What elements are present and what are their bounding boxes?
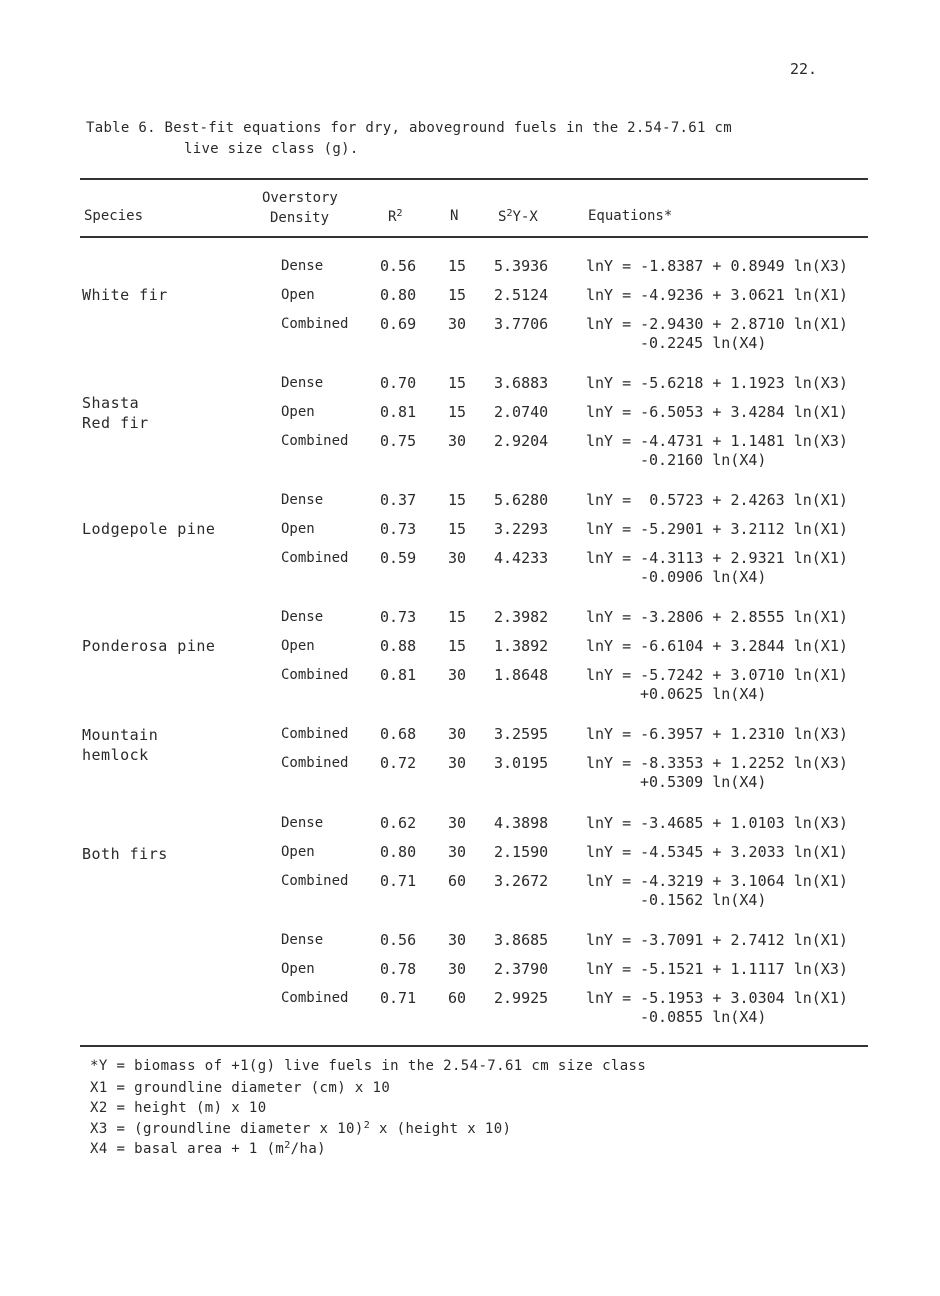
- equation-cell: lnY = -5.1953 + 3.0304 ln(X1): [586, 989, 848, 1007]
- s2yx-cell: 2.3790: [494, 960, 549, 978]
- equation-cell: lnY = -3.2806 + 2.8555 ln(X1): [586, 608, 848, 626]
- density-cell: Open: [281, 844, 315, 860]
- s2yx-cell: 3.7706: [494, 315, 549, 333]
- species-label: Shasta: [82, 394, 140, 412]
- r2-cell: 0.69: [380, 315, 417, 333]
- n-cell: 15: [448, 608, 467, 626]
- equation-cell: lnY = -4.9236 + 3.0621 ln(X1): [586, 286, 848, 304]
- species-label: hemlock: [82, 746, 149, 764]
- n-cell: 30: [448, 931, 467, 949]
- s2yx-cell: 4.4233: [494, 549, 549, 567]
- density-cell: Combined: [281, 755, 349, 771]
- s2yx-cell: 1.3892: [494, 637, 549, 655]
- density-cell: Combined: [281, 667, 349, 683]
- footnote-x4: X4 = basal area + 1 $(m^2/ha)$: [90, 1140, 326, 1157]
- equation-cell: lnY = -4.3113 + 2.9321 ln(X1): [586, 549, 848, 567]
- equation-cell: lnY = -4.5345 + 3.2033 ln(X1): [586, 843, 848, 861]
- n-cell: 60: [448, 989, 467, 1007]
- equation-cell: lnY = -4.4731 + 1.1481 ln(X3): [586, 432, 848, 450]
- r2-cell: 0.71: [380, 872, 417, 890]
- s2yx-cell: 5.3936: [494, 257, 549, 275]
- s2yx-cell: 2.5124: [494, 286, 549, 304]
- density-cell: Combined: [281, 990, 349, 1006]
- density-cell: Open: [281, 521, 315, 537]
- species-label: Ponderosa pine: [82, 637, 216, 655]
- n-cell: 15: [448, 491, 467, 509]
- equation-cell: lnY = -3.4685 + 1.0103 ln(X3): [586, 814, 848, 832]
- s2yx-cell: 3.2672: [494, 872, 549, 890]
- density-cell: Combined: [281, 433, 349, 449]
- n-cell: 30: [448, 666, 467, 684]
- equation-cell: lnY = -8.3353 + 1.2252 ln(X3): [586, 754, 848, 772]
- equation-cell: lnY = -5.1521 + 1.1117 ln(X3): [586, 960, 848, 978]
- equation-continuation: -0.0855 ln(X4): [640, 1008, 767, 1026]
- r2-cell: 0.37: [380, 491, 417, 509]
- footnote-y: *Y = biomass of +1(g) live fuels in the 2.54-7.61 cm size class: [90, 1058, 647, 1074]
- s2yx-cell: 3.2595: [494, 725, 549, 743]
- equation-cell: lnY = -5.6218 + 1.1923 ln(X3): [586, 374, 848, 392]
- density-cell: Open: [281, 287, 315, 303]
- r2-cell: 0.70: [380, 374, 417, 392]
- density-cell: Combined: [281, 316, 349, 332]
- header-s2yx: $S^2Y-X$: [498, 208, 538, 225]
- equation-cell: lnY = -3.7091 + 2.7412 ln(X1): [586, 931, 848, 949]
- equation-continuation: -0.1562 ln(X4): [640, 891, 767, 909]
- header-rule: [80, 236, 868, 238]
- equation-continuation: -0.2245 ln(X4): [640, 334, 767, 352]
- header-n: N: [450, 208, 459, 224]
- s2yx-cell: 4.3898: [494, 814, 549, 832]
- n-cell: 30: [448, 432, 467, 450]
- n-cell: 15: [448, 403, 467, 421]
- density-cell: Combined: [281, 550, 349, 566]
- r2-cell: 0.59: [380, 549, 417, 567]
- footnote-x2: X2 = height (m) x 10: [90, 1100, 267, 1116]
- header-equations: Equations*: [588, 208, 673, 224]
- bottom-rule: [80, 1045, 868, 1047]
- r2-cell: 0.75: [380, 432, 417, 450]
- r2-cell: 0.56: [380, 931, 417, 949]
- n-cell: 30: [448, 725, 467, 743]
- n-cell: 30: [448, 843, 467, 861]
- r2-cell: 0.72: [380, 754, 417, 772]
- equation-cell: lnY = -6.5053 + 3.4284 ln(X1): [586, 403, 848, 421]
- n-cell: 15: [448, 520, 467, 538]
- n-cell: 30: [448, 754, 467, 772]
- r2-cell: 0.73: [380, 608, 417, 626]
- equation-cell: lnY = -1.8387 + 0.8949 ln(X3): [586, 257, 848, 275]
- n-cell: 15: [448, 257, 467, 275]
- r2-cell: 0.80: [380, 286, 417, 304]
- r2-cell: 0.81: [380, 403, 417, 421]
- n-cell: 15: [448, 374, 467, 392]
- r2-cell: 0.81: [380, 666, 417, 684]
- n-cell: 15: [448, 286, 467, 304]
- species-label: Lodgepole pine: [82, 520, 216, 538]
- footnote-x1: X1 = groundline diameter (cm) x 10: [90, 1080, 391, 1096]
- equation-continuation: -0.0906 ln(X4): [640, 568, 767, 586]
- density-cell: Dense: [281, 609, 324, 625]
- density-cell: Dense: [281, 375, 324, 391]
- s2yx-cell: 2.0740: [494, 403, 549, 421]
- r2-cell: 0.80: [380, 843, 417, 861]
- species-label: Mountain: [82, 726, 159, 744]
- equation-cell: lnY = 0.5723 + 2.4263 ln(X1): [586, 491, 848, 509]
- n-cell: 30: [448, 315, 467, 333]
- density-cell: Combined: [281, 726, 349, 742]
- s2yx-cell: 3.2293: [494, 520, 549, 538]
- equation-cell: lnY = -5.2901 + 3.2112 ln(X1): [586, 520, 848, 538]
- density-cell: Open: [281, 961, 315, 977]
- equation-cell: lnY = -4.3219 + 3.1064 ln(X1): [586, 872, 848, 890]
- header-density: Density: [270, 210, 330, 226]
- density-cell: Dense: [281, 932, 324, 948]
- footnote-x3: X3 = (groundline diameter x 10)$^2$ x (height x 10): [90, 1120, 512, 1137]
- r2-cell: 0.68: [380, 725, 417, 743]
- page-number: 22.: [790, 60, 818, 78]
- header-overstory: Overstory: [262, 190, 338, 206]
- table-caption-line-2: live size class (g).: [184, 141, 359, 157]
- n-cell: 30: [448, 814, 467, 832]
- header-r2: $R^2$: [388, 208, 403, 225]
- r2-cell: 0.88: [380, 637, 417, 655]
- s2yx-cell: 3.6883: [494, 374, 549, 392]
- s2yx-cell: 3.8685: [494, 931, 549, 949]
- s2yx-cell: 2.1590: [494, 843, 549, 861]
- table-caption-line-1: Table 6. Best-fit equations for dry, aboveground fuels in the 2.54-7.61 cm: [86, 120, 732, 136]
- density-cell: Open: [281, 638, 315, 654]
- equation-continuation: -0.2160 ln(X4): [640, 451, 767, 469]
- density-cell: Dense: [281, 815, 324, 831]
- s2yx-cell: 5.6280: [494, 491, 549, 509]
- density-cell: Combined: [281, 873, 349, 889]
- r2-cell: 0.62: [380, 814, 417, 832]
- equation-cell: lnY = -5.7242 + 3.0710 ln(X1): [586, 666, 848, 684]
- n-cell: 30: [448, 549, 467, 567]
- species-label: Red fir: [82, 414, 149, 432]
- r2-cell: 0.56: [380, 257, 417, 275]
- r2-cell: 0.71: [380, 989, 417, 1007]
- r2-cell: 0.73: [380, 520, 417, 538]
- s2yx-cell: 2.3982: [494, 608, 549, 626]
- species-label: Both firs: [82, 845, 168, 863]
- equation-continuation: +0.5309 ln(X4): [640, 773, 767, 791]
- s2yx-cell: 1.8648: [494, 666, 549, 684]
- header-species: Species: [84, 208, 144, 224]
- density-cell: Dense: [281, 258, 324, 274]
- s2yx-cell: 3.0195: [494, 754, 549, 772]
- species-label: White fir: [82, 286, 168, 304]
- equation-cell: lnY = -2.9430 + 2.8710 ln(X1): [586, 315, 848, 333]
- n-cell: 30: [448, 960, 467, 978]
- n-cell: 60: [448, 872, 467, 890]
- density-cell: Open: [281, 404, 315, 420]
- equation-continuation: +0.0625 ln(X4): [640, 685, 767, 703]
- equation-cell: lnY = -6.3957 + 1.2310 ln(X3): [586, 725, 848, 743]
- s2yx-cell: 2.9925: [494, 989, 549, 1007]
- equation-cell: lnY = -6.6104 + 3.2844 ln(X1): [586, 637, 848, 655]
- n-cell: 15: [448, 637, 467, 655]
- r2-cell: 0.78: [380, 960, 417, 978]
- s2yx-cell: 2.9204: [494, 432, 549, 450]
- top-rule: [80, 178, 868, 180]
- density-cell: Dense: [281, 492, 324, 508]
